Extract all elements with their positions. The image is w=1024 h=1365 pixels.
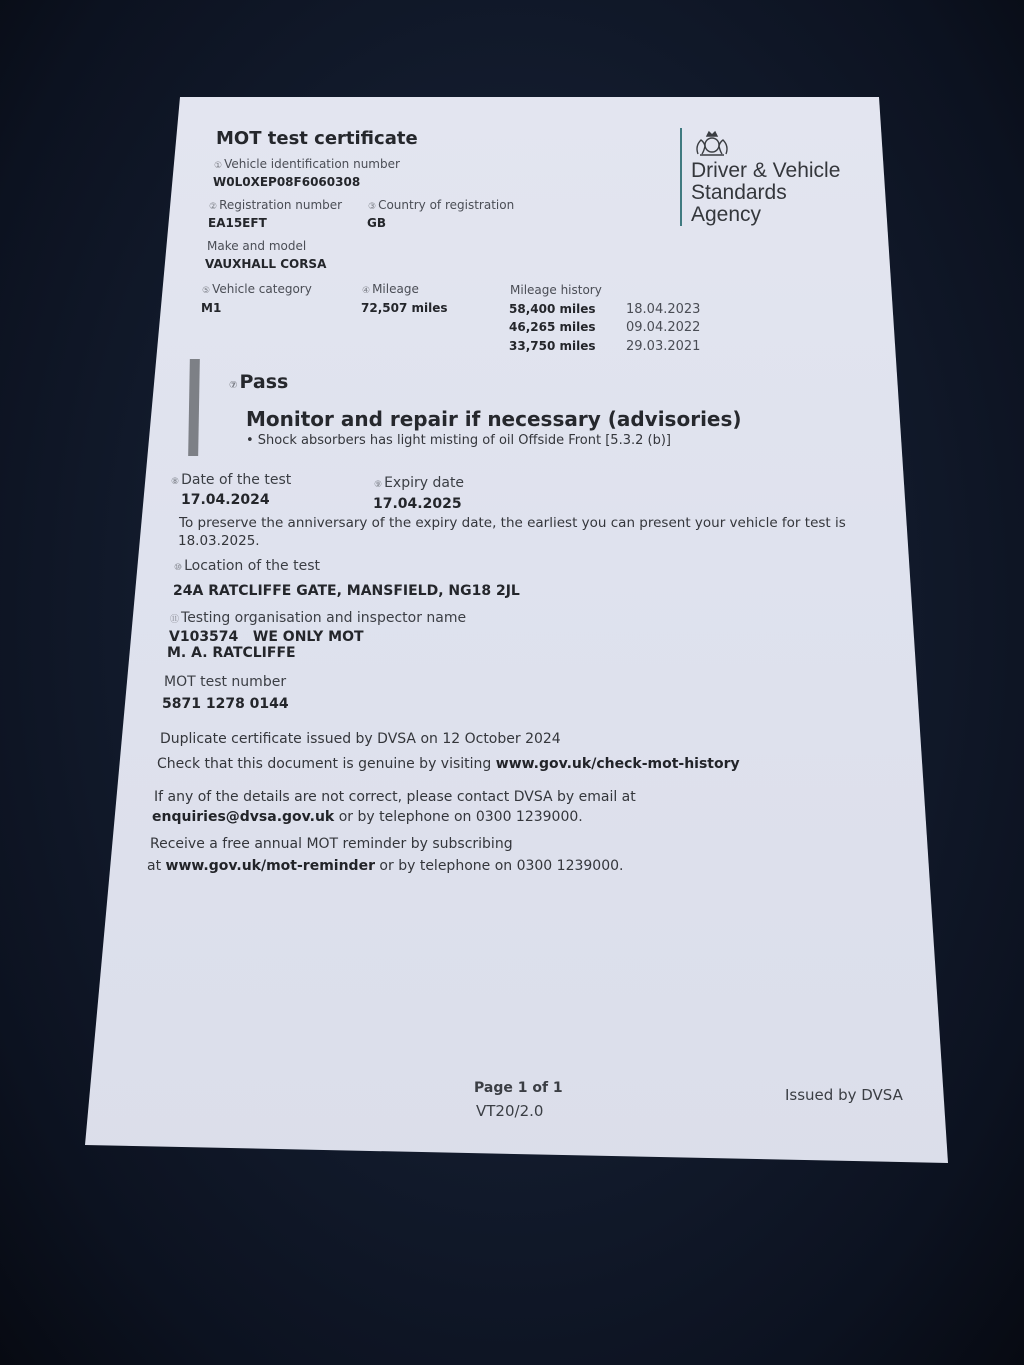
category-label: Vehicle category [212, 282, 312, 296]
reminder-prefix: at [147, 858, 166, 874]
form-code: VT20/2.0 [476, 1102, 544, 1120]
anniversary-note-line-1: To preserve the anniversary of the expiry date, the earliest you can present your vehicle for test is [179, 515, 846, 531]
advisory-item: • Shock absorbers has light misting of oil Offside Front [5.3.2 (b)] [246, 433, 671, 448]
marker-9-icon: ⑨ [374, 480, 383, 490]
location-label-row [174, 559, 320, 573]
test-number-label: MOT test number [164, 674, 287, 690]
logo-line-3: Agency [691, 203, 762, 226]
country-label-row [368, 199, 514, 212]
vin-label-row [214, 158, 400, 171]
mileage-label: Mileage [372, 282, 419, 296]
mileage-history-miles-2: 46,265 miles [509, 320, 596, 334]
contact-phone-text: or by telephone on 0300 1239000. [334, 809, 583, 825]
reminder-notice-line-2 [147, 859, 623, 873]
marker-8-icon: ⑧ [171, 477, 180, 487]
marker-5-icon: ⑤ [202, 286, 211, 296]
royal-crest-icon [692, 128, 732, 158]
test-number-value: 5871 1278 0144 [162, 696, 289, 712]
expiry-date-value: 17.04.2025 [373, 496, 462, 512]
check-notice-text: Check that this document is genuine by visiting [157, 756, 496, 772]
country-value: GB [367, 216, 386, 230]
reminder-phone-text: or by telephone on 0300 1239000. [374, 858, 624, 874]
mileage-label-row [362, 283, 419, 296]
testing-org-row [169, 630, 364, 644]
marker-3-icon: ③ [368, 202, 377, 212]
expiry-date-label-row [374, 476, 464, 490]
mot-reminder-link[interactable]: www.gov.uk/mot-reminder [165, 858, 375, 874]
registration-label-row [209, 199, 342, 212]
mileage-history-date-3: 29.03.2021 [626, 339, 701, 354]
result-status: Pass [239, 371, 289, 393]
document-title: MOT test certificate [216, 128, 418, 149]
logo-divider [680, 128, 682, 226]
marker-4-icon: ④ [362, 286, 371, 296]
test-date-label-row [171, 473, 291, 487]
marker-10-icon: ⑩ [174, 563, 183, 573]
advisory-heading: Monitor and repair if necessary (advisories) [246, 407, 742, 431]
registration-label: Registration number [219, 198, 343, 212]
location-label: Location of the test [184, 558, 320, 574]
duplicate-notice: Duplicate certificate issued by DVSA on 12 October 2024 [160, 731, 561, 747]
result-status-bar [188, 359, 200, 456]
reminder-notice-line-1: Receive a free annual MOT reminder by subscribing [150, 836, 513, 852]
enquiries-email-link[interactable]: enquiries@dvsa.gov.uk [152, 809, 335, 825]
test-date-value: 17.04.2024 [181, 492, 270, 508]
logo-line-1: Driver & Vehicle [691, 159, 841, 182]
anniversary-note-line-2: 18.03.2025. [178, 533, 260, 549]
vin-label: Vehicle identification number [224, 157, 400, 171]
make-model-label: Make and model [207, 239, 307, 253]
result-status-row [229, 373, 288, 392]
mileage-value: 72,507 miles [361, 301, 448, 315]
registration-value: EA15EFT [208, 216, 267, 230]
page-indicator: Page 1 of 1 [474, 1080, 563, 1096]
testing-org-label-row [170, 611, 466, 625]
category-label-row [202, 283, 312, 296]
mileage-history-miles-1: 58,400 miles [509, 302, 596, 316]
contact-notice-line-1: If any of the details are not correct, please contact DVSA by email at [154, 789, 636, 805]
expiry-date-label: Expiry date [384, 475, 465, 491]
issued-by: Issued by DVSA [785, 1086, 903, 1104]
testing-org-label: Testing organisation and inspector name [181, 610, 467, 626]
org-name: WE ONLY MOT [252, 629, 364, 645]
check-mot-history-link[interactable]: www.gov.uk/check-mot-history [495, 756, 740, 772]
mileage-history-miles-3: 33,750 miles [509, 339, 596, 353]
country-label: Country of registration [378, 198, 515, 212]
mileage-history-date-1: 18.04.2023 [626, 302, 701, 317]
vin-value: W0L0XEP08F6060308 [213, 175, 361, 189]
marker-11-icon: ⑪ [170, 615, 180, 625]
site-id: V103574 [169, 629, 239, 645]
mileage-history-date-2: 09.04.2022 [626, 320, 701, 335]
dvsa-logo-text [691, 160, 840, 226]
check-notice [157, 757, 740, 771]
make-model-value: VAUXHALL CORSA [205, 257, 327, 271]
test-date-label: Date of the test [181, 472, 292, 488]
contact-notice-line-2 [152, 810, 583, 824]
location-value: 24A RATCLIFFE GATE, MANSFIELD, NG18 2JL [173, 583, 520, 599]
marker-1-icon: ① [214, 161, 223, 171]
marker-2-icon: ② [209, 202, 218, 212]
inspector-name: M. A. RATCLIFFE [167, 645, 296, 661]
mileage-history-label: Mileage history [510, 283, 602, 297]
category-value: M1 [201, 301, 222, 315]
logo-line-2: Standards [691, 181, 787, 204]
marker-7-icon: ⑦ [229, 380, 238, 391]
